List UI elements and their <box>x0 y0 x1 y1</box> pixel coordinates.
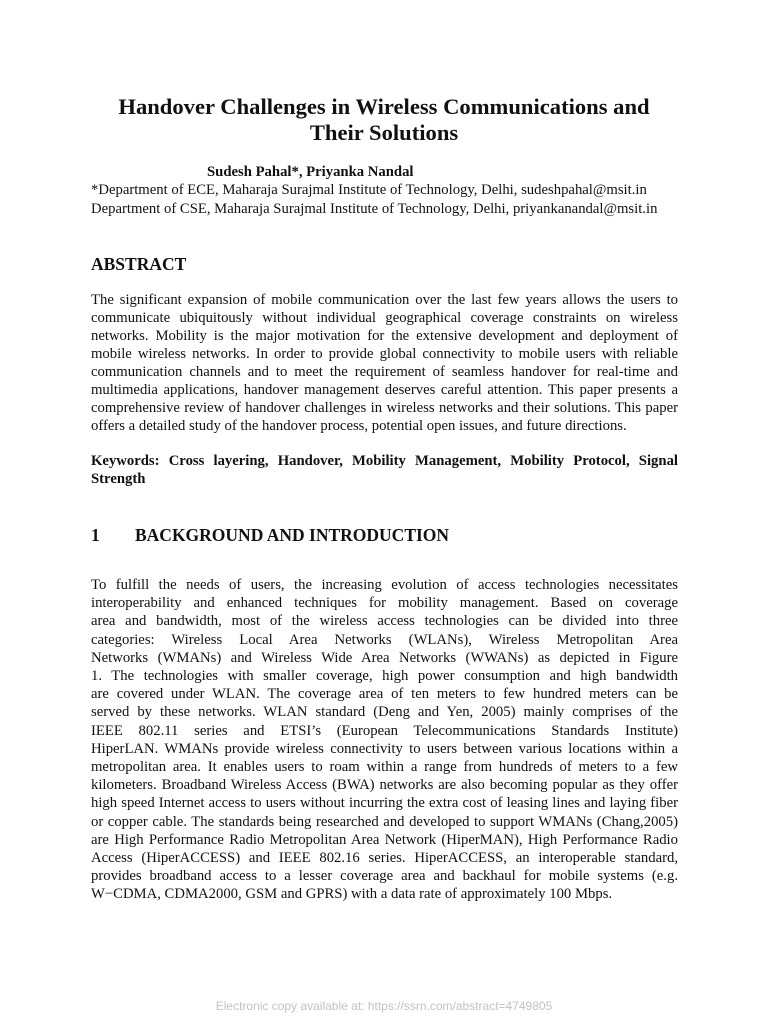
abstract-heading: ABSTRACT <box>91 254 187 274</box>
body-line: area and bandwidth, most of the wireless access technologies can be divided into three <box>91 613 678 630</box>
affiliation-line: *Department of ECE, Maharaja Surajmal Institute of Technology, Delhi, sudeshpahal@msit.in <box>91 182 647 198</box>
body-line: 1. The technologies with smaller coverage, high power consumption and high bandwidth <box>91 668 678 685</box>
abstract-line: networks. Mobility is the major motivation for the extensive development and deployment of <box>91 328 678 344</box>
abstract-line: The significant expansion of mobile communication over the last few years allows the users to <box>91 292 678 308</box>
keywords-list: Cross layering, Handover, Mobility Management, Mobility Protocol, Signal Strength <box>91 453 678 487</box>
body-line: are High Performance Radio Metropolitan Area Network (HiperMAN), High Performance Radio <box>91 831 678 848</box>
keywords-paragraph <box>91 452 678 488</box>
section-heading <box>91 525 449 545</box>
footer-notice: Electronic copy available at: https://ssrn.com/abstract=4749805 <box>215 999 553 1013</box>
body-line: kilometers. Broadband Wireless Access (BWA) networks are also becoming popular as they offer <box>91 777 678 794</box>
abstract-line: communication channels and to meet the requirement of seamless handover for real-time and <box>91 364 678 380</box>
affiliations <box>91 181 657 219</box>
body-line: high speed Internet access to users without incurring the extra cost of leasing lines and laying fiber <box>91 795 678 812</box>
abstract-line: comprehensive review of handover challenges in wireless networks and their solutions. This paper <box>91 400 678 416</box>
abstract-line: offers a detailed study of the handover process, potential open issues, and future directions. <box>91 418 627 434</box>
abstract-line: communicate ubiquitously without individual geographical coverage constraints on wireless <box>91 310 678 326</box>
abstract-paragraph <box>91 291 678 435</box>
body-line: HiperLAN. WMANs provide wireless connectivity to users between various locations within a <box>91 740 678 757</box>
body-line: W−CDMA, CDMA2000, GSM and GPRS) with a data rate of approximately 100 Mbps. <box>91 886 613 903</box>
body-line: provides broadband access to a lesser coverage area and backhaul for mobile systems (e.g. <box>91 868 678 885</box>
paper-title: Handover Challenges in Wireless Communications and Their Solutions <box>118 94 650 145</box>
body-line: Networks (WMANs) and Wireless Wide Area Networks (WWANs) as depicted in Figure <box>91 649 678 666</box>
body-line: interoperability and enhanced techniques for mobility management. Based on coverage <box>91 595 678 612</box>
abstract-line: multimedia applications, handover management deserves careful attention. This paper presents a <box>91 382 678 398</box>
body-line: To fulfill the needs of users, the increasing evolution of access technologies necessitates <box>91 577 678 593</box>
affiliation-line: Department of CSE, Maharaja Surajmal Institute of Technology, Delhi, priyankanandal@msit.in <box>91 201 658 217</box>
author-list: Sudesh Pahal*, Priyanka Nandal <box>207 164 414 180</box>
body-line: or copper cable. The standards being researched and developed to support WMANs (Chang,2005) <box>91 813 678 830</box>
section-title: BACKGROUND AND INTRODUCTION <box>135 525 450 545</box>
body-line: IEEE 802.11 series and ETSI’s (European Telecommunications Standards Institute) <box>91 722 678 739</box>
keywords-label: Keywords: <box>91 453 160 469</box>
section-number: 1 <box>91 525 100 545</box>
body-line: served by these networks. WLAN standard (Deng and Yen, 2005) mainly comprises of the <box>91 704 678 721</box>
body-line: metropolitan area. It enables users to roam within a range from hundreds of meters to a few <box>91 759 678 776</box>
body-line: are covered under WLAN. The coverage area of ten meters to few hundred meters can be <box>91 686 678 703</box>
section-body-paragraph <box>91 576 678 904</box>
body-line: categories: Wireless Local Area Networks (WLANs), Wireless Metropolitan Area <box>91 631 678 648</box>
abstract-line: mobile wireless networks. In order to provide global connectivity to mobile users with reliable <box>91 346 678 362</box>
body-line: Access (HiperACCESS) and IEEE 802.16 series. HiperACCESS, an interoperable standard, <box>91 850 678 867</box>
